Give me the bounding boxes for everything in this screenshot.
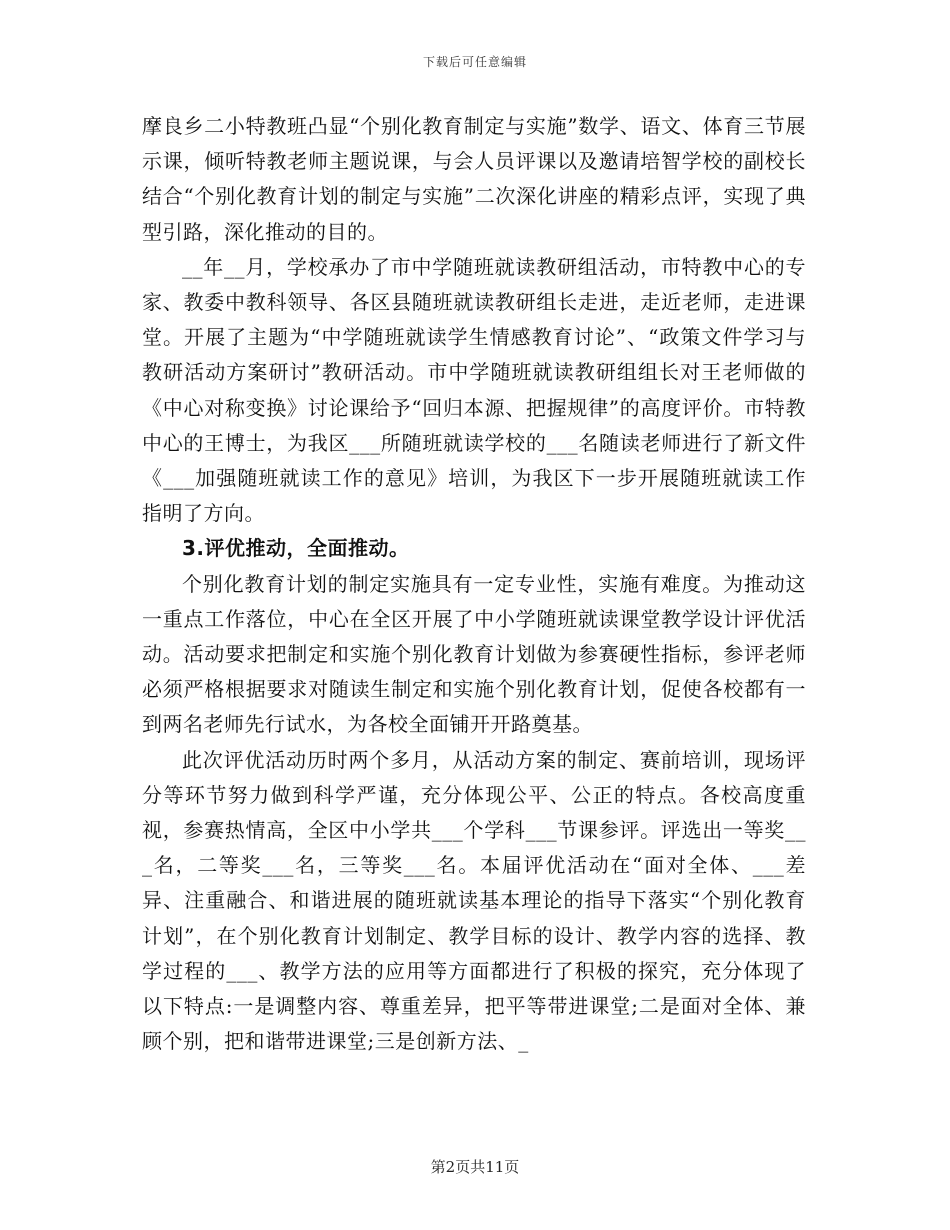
document-body: [142, 109, 806, 1059]
page-header-note: 下载后可任意编辑: [422, 55, 527, 69]
paragraph-teaching-research: __年__月，学校承办了市中学随班就读教研组活动，市特教中心的专家、教委中教科领导、各区县随班就读教研组长走进，走近老师，走进课堂。开展了主题为“中学随班就读学生情感教育讨论”、“政策文件学习与教研活动方案研讨”教研活动。市中学随班就读教研组组长对王老师做的《中心对称变换》讨论课给予“回归本源、把握规律”的高度评价。市特教中心的王博士，为我区___所随班就读学校的___名随读老师进行了新文件《___加强随班就读工作的意见》培训，为我区下一步开展随班就读工作指明了方向。: [142, 254, 806, 526]
paragraph-evaluation-intro: 个别化教育计划的制定实施具有一定专业性，实施有难度。为推动这一重点工作落位，中心在全区开展了中小学随班就读课堂教学设计评优活动。活动要求把制定和实施个别化教育计划做为参赛硬性指标，参评老师必须严格根据要求对随读生制定和实施个别化教育计划，促使各校都有一到两名老师先行试水，为各校全面铺开开路奠基。: [142, 571, 806, 737]
section-heading: 3.评优推动，全面推动。: [182, 536, 410, 561]
paragraph-continuation: 摩良乡二小特教班凸显“个别化教育制定与实施”数学、语文、体育三节展示课，倾听特教老师主题说课，与会人员评课以及邀请培智学校的副校长结合“个别化教育计划的制定与实施”二次深化讲座的精彩点评，实现了典型引路，深化推动的目的。: [142, 114, 806, 244]
paragraph-evaluation-details: 此次评优活动历时两个多月，从活动方案的制定、赛前培训，现场评分等环节努力做到科学严谨，充分体现公平、公正的特点。各校高度重视，参赛热情高，全区中小学共___个学科___节课参评。评选出一等奖___名，二等奖___名，三等奖___名。本届评优活动在“面对全体、___差异、注重融合、和谐进展的随班就读基本理论的指导下落实“个别化教育计划”，在个别化教育计划制定、教学目标的设计、教学内容的选择、教学过程的___、教学方法的应用等方面都进行了积极的探究，充分体现了以下特点:一是调整内容、尊重差异，把平等带进课堂;二是面对全体、兼顾个别，把和谐带进课堂;三是创新方法、_: [142, 747, 806, 1054]
page-number: 第2页共11页: [430, 1158, 520, 1176]
